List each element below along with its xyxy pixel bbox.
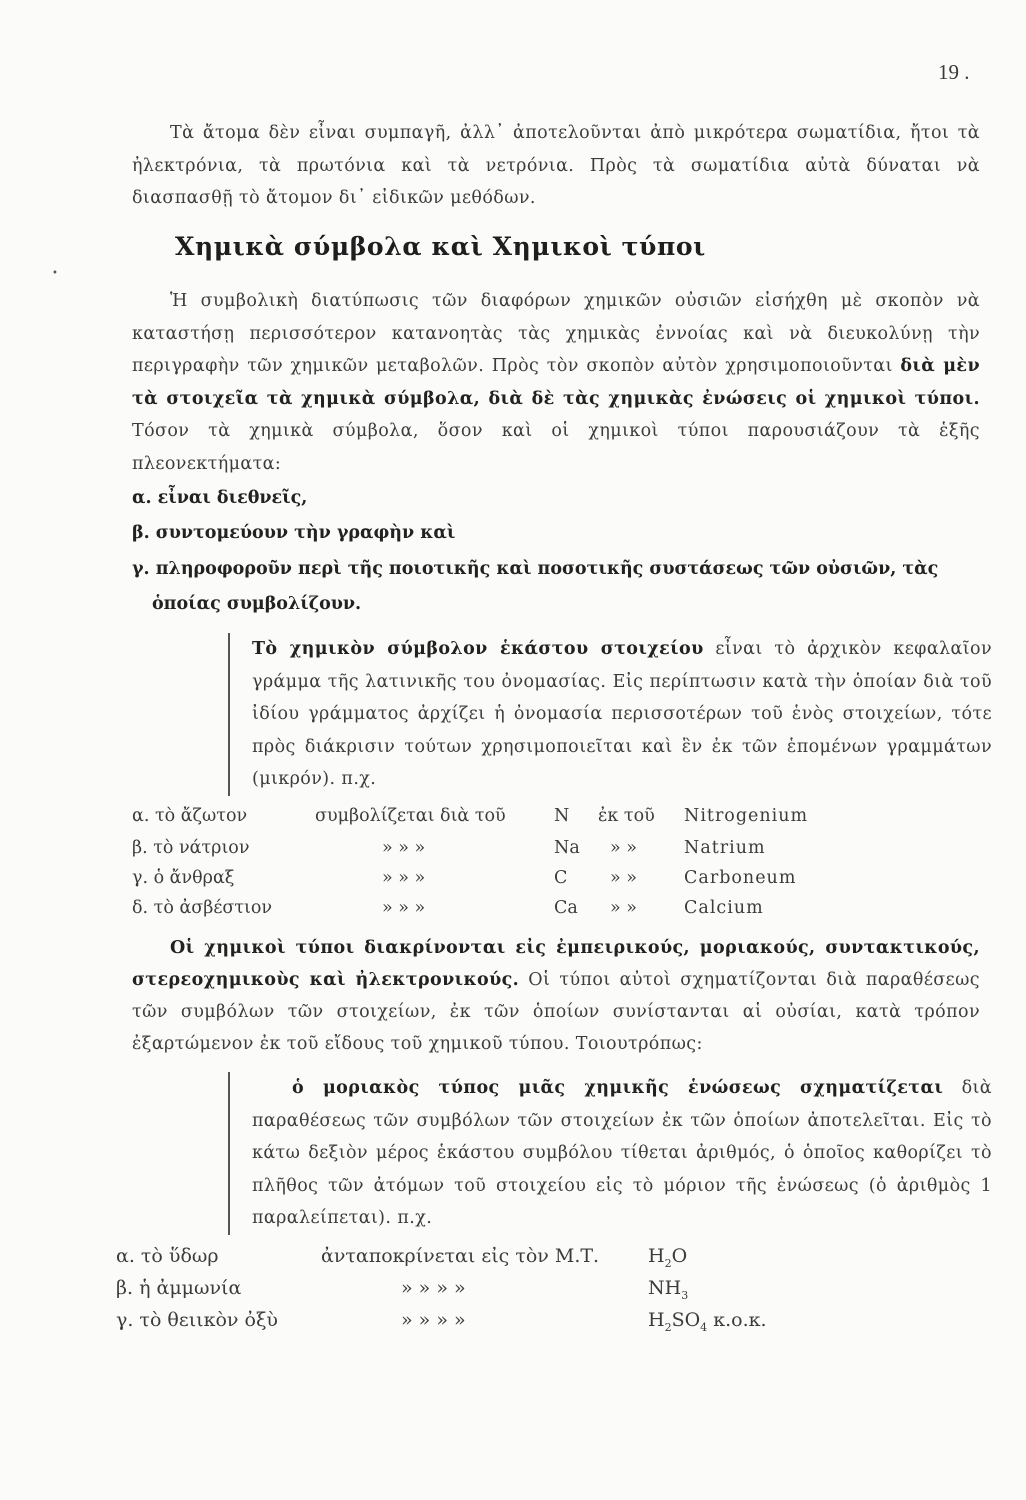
box1-text: εἶναι τὸ ἀρχικὸν κεφαλαῖον γράμμα τῆς λατινικῆς του ὀνομασίας. Εἰς περίπτωσιν κατὰ τὴν ὁποίαν διὰ τοῦ ἰδίου γράμματος ἀρχίζει ἡ ὀνομασία περισσοτέρων τοῦ ἑνὸς στοιχείων, τότε πρὸς διάκρισιν τούτων χρησιμοποιεῖται καὶ ἓν ἐκ τῶν ἑπομένων γραμμάτων (μικρόν). π.χ. — [252, 639, 992, 789]
box1-bold: Τὸ χημικὸν σύμβολον ἑκάστου στοιχείου — [252, 639, 704, 659]
box2-bold: ὁ μοριακὸς τύπος μιᾶς χημικῆς ἑνώσεως σχηματίζεται — [292, 1078, 944, 1098]
element-name: γ. ὁ ἄνθραξ — [132, 868, 235, 888]
advantage-item: ὁποίας συμβολίζουν. — [152, 594, 362, 614]
advantage-item: α. εἶναι διεθνεῖς, — [132, 488, 308, 508]
para2-bold: Οἱ χημικοὶ τύποι διακρίνονται εἰς ἐμπειρικούς, μοριακούς, συντακτικούς, στερεοχημικοὺς καὶ ἠλεκτρονικούς. — [132, 938, 980, 990]
intro-text: Τὰ ἄτομα δὲν εἶναι συμπαγῆ, ἀλλ᾽ ἀποτελοῦνται ἀπὸ μικρότερα σωματίδια, ἤτοι τὰ ἠλεκτρόνια, τὰ πρωτόνια καὶ τὰ νετρόνια. Πρὸς τὰ σωματίδια αὐτὰ δύναται νὰ διασπασθῇ τὸ ἄτομον δι᾽ εἰδικῶν μεθόδων. — [132, 123, 980, 208]
para2-text: Οἱ τύποι αὐτοὶ σχηματίζονται διὰ παραθέσεως τῶν συμβόλων τῶν στοιχείων, ἐκ τῶν ὁποίων συνίστανται αἱ οὐσίαι, κατὰ τρόπον ἐξαρτώμενον ἐκ τοῦ εἴδους τοῦ χημικοῦ τύπου. Τοιουτρόπως: — [132, 970, 980, 1054]
para1-text-b: Τόσον τὰ χημικὰ σύμβολα, ὅσον καὶ οἱ χημικοὶ τύποι παρουσιάζουν τὰ ἑξῆς πλεονεκτήματα: — [132, 421, 980, 474]
formula-verb: ἀνταποκρίνεται εἰς τὸν Μ.Τ. — [321, 1245, 600, 1267]
molecular-formula: $H_2SO_4$ κ.ο.κ. — [648, 1309, 767, 1334]
symbol-verb: συμβολίζεται διὰ τοῦ — [315, 806, 506, 826]
molecular-formula-box — [228, 1072, 992, 1235]
symbol-verb: » » » — [382, 838, 426, 858]
symbol-verb: » » » — [382, 898, 426, 918]
latin-name: Natrium — [684, 838, 766, 858]
element-symbol: Ca — [554, 898, 578, 918]
page-number: 19 . — [938, 60, 970, 84]
symbol-from: » » — [610, 898, 637, 918]
para1-text-a: Ἡ συμβολικὴ διατύπωσις τῶν διαφόρων χημικῶν οὐσιῶν εἰσήχθη μὲ σκοπὸν νὰ καταστήσῃ περισσότερον κατανοητὰς τὰς χημικὰς ἐννοίας καὶ νὰ διευκολύνῃ τὴν περιγραφὴν τῶν χημικῶν μεταβολῶν. Πρὸς τὸν σκοπὸν αὐτὸν χρησιμοποιοῦνται — [132, 291, 980, 376]
symbol-from: ἐκ τοῦ — [598, 806, 655, 826]
element-name: α. τὸ ἄζωτον — [132, 806, 248, 826]
advantage-item: β. συντομεύουν τὴν γραφὴν καὶ — [132, 523, 456, 543]
intro-paragraph — [132, 117, 980, 215]
latin-name: Carboneum — [684, 868, 797, 888]
compound-name: γ. τὸ θειικὸν ὀξὺ — [116, 1309, 278, 1331]
symbol-verb: » » » — [382, 868, 426, 888]
molecular-formula: $H_2O$ — [648, 1245, 688, 1270]
symbol-from: » » — [610, 868, 637, 888]
margin-mark: • — [52, 268, 58, 279]
element-name: β. τὸ νάτριον — [132, 838, 250, 858]
element-symbol: Na — [554, 838, 580, 858]
molecular-formula: $NH_3$ — [648, 1277, 689, 1302]
formulas-paragraph — [132, 932, 980, 1060]
symbol-from: » » — [610, 838, 637, 858]
latin-name: Nitrogenium — [684, 806, 809, 826]
advantage-item: γ. πληροφοροῦν περὶ τῆς ποιοτικῆς καὶ ποσοτικῆς συστάσεως τῶν οὐσιῶν, τὰς — [132, 559, 939, 579]
compound-name: β. ἡ ἀμμωνία — [116, 1277, 242, 1299]
formula-verb: » » » » — [401, 1277, 466, 1299]
para1-bold: διὰ μὲν τὰ στοιχεῖα τὰ χημικὰ σύμβολα, διὰ δὲ τὰς χημικὰς ἐνώσεις οἱ χημικοὶ τύποι. — [132, 356, 980, 409]
symbols-paragraph — [132, 285, 980, 480]
element-symbol: N — [554, 806, 570, 826]
formula-verb: » » » » — [401, 1309, 466, 1331]
element-symbol: C — [554, 868, 568, 888]
latin-name: Calcium — [684, 898, 764, 918]
section-title: Χημικὰ σύμβολα καὶ Χημικοὶ τύποι — [175, 232, 706, 261]
symbol-definition-box — [228, 633, 992, 796]
box2-text: διὰ παραθέσεως τῶν συμβόλων τῶν στοιχείων ἐκ τῶν ὁποίων ἀποτελεῖται. Εἰς τὸ κάτω δεξιὸν μέρος ἑκάστου συμβόλου τίθεται ἀριθμός, ὁ ὁποῖος καθορίζει τὸ πλῆθος τῶν ἀτόμων τοῦ στοιχείου εἰς τὸ μόριον τῆς ἑνώσεως (ὁ ἀριθμὸς 1 παραλείπεται). π.χ. — [252, 1078, 992, 1228]
element-name: δ. τὸ ἀσβέστιον — [132, 898, 273, 918]
compound-name: α. τὸ ὕδωρ — [116, 1245, 219, 1267]
